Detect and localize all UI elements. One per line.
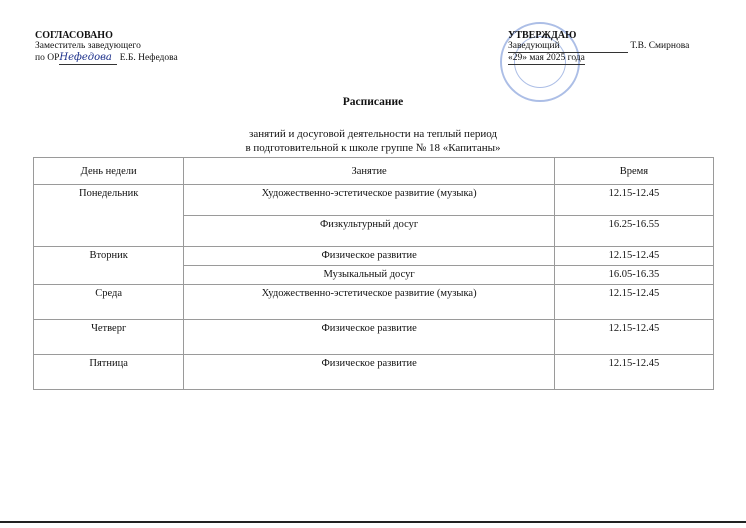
approved-position: Заведующий bbox=[508, 41, 560, 51]
header-day: День недели bbox=[34, 158, 184, 185]
agreed-heading: СОГЛАСОВАНО bbox=[35, 30, 113, 41]
approved-position-underline bbox=[508, 41, 628, 53]
time-cell: 16.25-16.55 bbox=[554, 216, 713, 247]
approved-signature-line bbox=[508, 41, 738, 53]
day-cell: Понедельник bbox=[34, 185, 184, 247]
approved-heading: УТВЕРЖДАЮ bbox=[508, 30, 577, 41]
table-row bbox=[34, 185, 714, 216]
day-cell: Четверг bbox=[34, 320, 184, 355]
activity-cell: Художественно-эстетическое развитие (музыка) bbox=[184, 185, 555, 216]
day-cell: Пятница bbox=[34, 355, 184, 390]
table-row bbox=[34, 285, 714, 320]
table-row bbox=[34, 247, 714, 266]
activity-cell: Физическое развитие bbox=[184, 355, 555, 390]
agreed-position: Заместитель заведующего bbox=[35, 41, 141, 51]
agreed-position-prefix: по ОР bbox=[35, 53, 60, 63]
document-title: Расписание bbox=[342, 96, 404, 108]
document-subtitle-line2: в подготовительной к школе группе № 18 «Капитаны» bbox=[245, 142, 501, 154]
table-header-row bbox=[34, 158, 714, 185]
header-time: Время bbox=[554, 158, 713, 185]
table-row bbox=[34, 355, 714, 390]
time-cell: 12.15-12.45 bbox=[554, 355, 713, 390]
approved-name: Т.В. Смирнова bbox=[630, 41, 690, 51]
activity-cell: Художественно-эстетическое развитие (музыка) bbox=[184, 285, 555, 320]
time-cell: 16.05-16.35 bbox=[554, 266, 713, 285]
table-row bbox=[34, 320, 714, 355]
activity-cell: Физкультурный досуг bbox=[184, 216, 555, 247]
activity-cell: Физическое развитие bbox=[184, 247, 555, 266]
approved-block bbox=[508, 30, 738, 65]
day-cell: Среда bbox=[34, 285, 184, 320]
time-cell: 12.15-12.45 bbox=[554, 185, 713, 216]
agreed-signature-line bbox=[35, 52, 178, 65]
day-cell: Вторник bbox=[34, 247, 184, 285]
agreed-name: Е.Б. Нефедова bbox=[119, 53, 178, 63]
time-cell: 12.15-12.45 bbox=[554, 247, 713, 266]
agreed-block bbox=[35, 30, 178, 65]
signature-underline bbox=[59, 52, 117, 65]
time-cell: 12.15-12.45 bbox=[554, 285, 713, 320]
header-activity: Занятие bbox=[184, 158, 555, 185]
approved-date: «29» мая 2025 года bbox=[508, 53, 585, 63]
document-subtitle-line1: занятий и досуговой деятельности на теплый период bbox=[248, 128, 497, 140]
time-cell: 12.15-12.45 bbox=[554, 320, 713, 355]
bottom-divider bbox=[0, 521, 746, 523]
schedule-table bbox=[33, 157, 714, 390]
activity-cell: Музыкальный досуг bbox=[184, 266, 555, 285]
activity-cell: Физическое развитие bbox=[184, 320, 555, 355]
handwritten-signature: Нефедова bbox=[59, 52, 112, 63]
